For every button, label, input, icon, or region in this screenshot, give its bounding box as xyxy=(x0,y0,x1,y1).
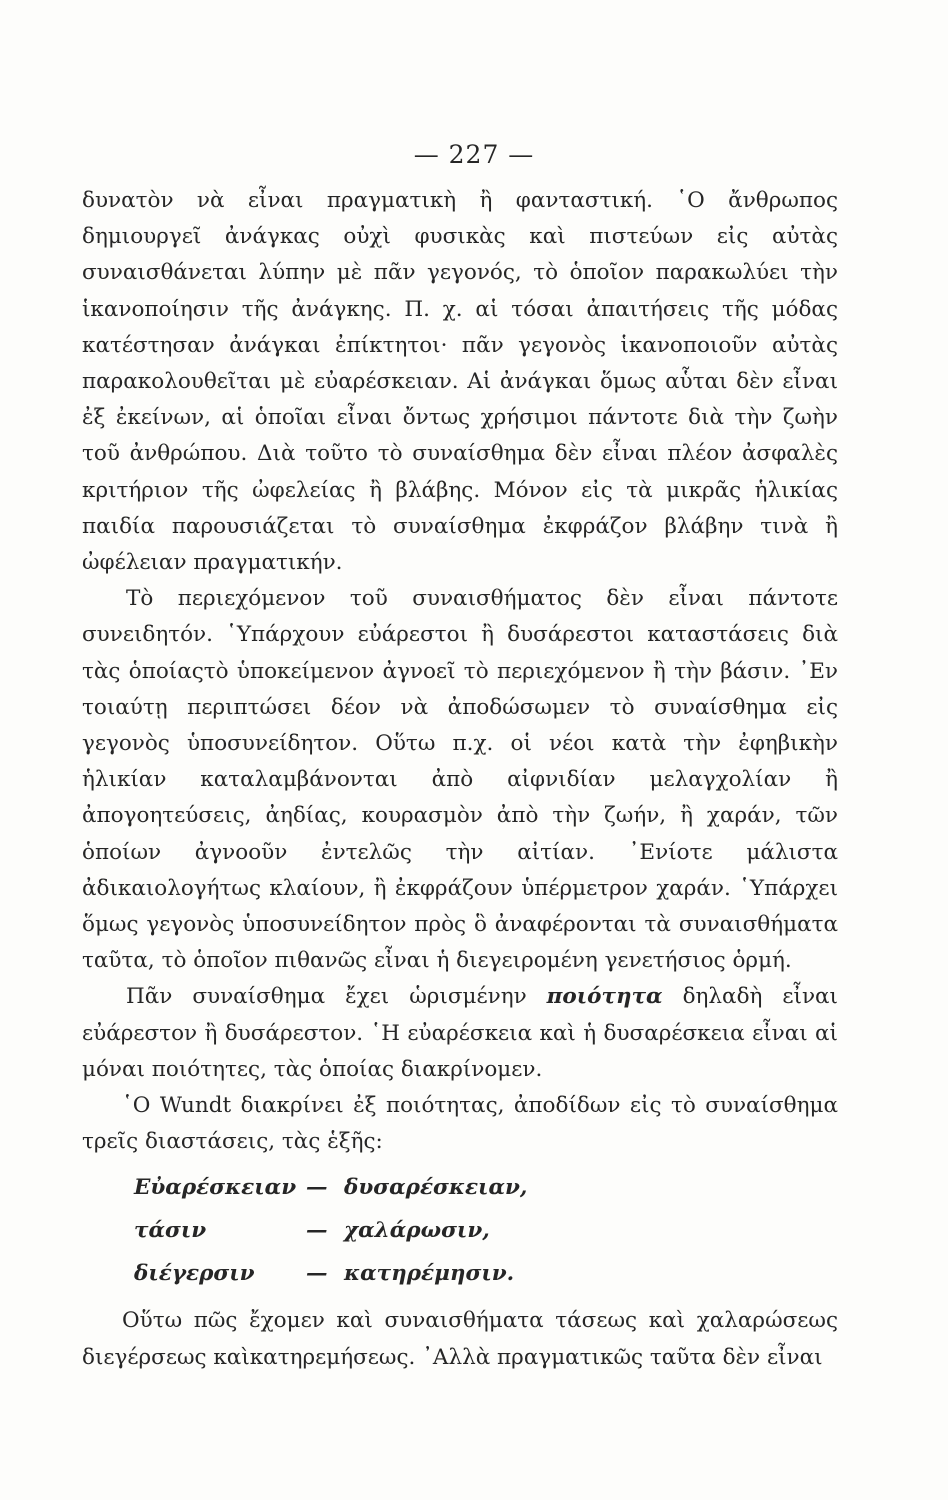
dimension-row xyxy=(134,1166,838,1209)
page-number: — 227 — xyxy=(413,140,535,169)
paragraph-1: δυνατὸν νὰ εἶναι πραγματικὴ ἢ φανταστική. ῾Ο ἄνθρωπος δημιουργεῖ ἀνάγκας οὐχὶ φυσικὰς καὶ πιστεύων εἰς αὐτὰς συναισθάνεται λύπην μὲ πᾶν γεγονός, τὸ ὁποῖον παρακωλύει τὴν ἱκανοποίησιν τῆς ἀνάγκης. Π. χ. αἱ τόσαι ἀπαιτήσεις τῆς μόδας κατέστησαν ἀνάγκαι ἐπίκτητοι· πᾶν γεγονὸς ἱκανοποιοῦν αὐτὰς παρακολουθεῖται μὲ εὐαρέσκειαν. Αἱ ἀνάγκαι ὅμως αὗται δὲν εἶναι ἐξ ἐκείνων, αἱ ὁποῖαι εἶναι ὄντως χρήσιμοι πάντοτε διὰ τὴν ζωὴν τοῦ ἀνθρώπου. Διὰ τοῦτο τὸ συναίσθημα δὲν εἶναι πλέον ἀσφαλὲς κριτήριον τῆς ὠφελείας ἢ βλάβης. Μόνον εἰς τὰ μικρᾶς ἡλικίας παιδία παρουσιάζεται τὸ συναίσθημα ἐκφράζον βλάβην τινὰ ἢ ὠφέλειαν πραγματικήν. xyxy=(82,188,838,576)
paragraph-3-end: δηλαδὴ εἶναι εὐάρεστον ἢ δυσάρεστον. ῾Η εὐαρέσκεια καὶ ἡ δυσαρέσκεια εἶναι αἱ μόναι ποιότητες, τὰς ὁποίας διακρίνομεν. xyxy=(82,984,838,1082)
dimension-row xyxy=(134,1209,838,1252)
dimension-dash: — xyxy=(306,1261,328,1287)
dimension-dash: — xyxy=(306,1218,328,1244)
emphasis-term: ποιότητα xyxy=(546,984,663,1010)
dimension-left: διέγερσιν xyxy=(134,1261,255,1287)
paragraph-3-start: Πᾶν συναίσθημα ἔχει ὡρισμένην xyxy=(126,984,547,1010)
dimension-dash: — xyxy=(306,1175,328,1201)
paragraph-2: Τὸ περιεχόμενον τοῦ συναισθήματος δὲν εἶναι πάντοτε συνειδητόν. ῾Υπάρχουν εὐάρεστοι ἢ δυσάρεστοι καταστάσεις διὰ τὰς ὁποίαςτὸ ὑποκείμενον ἀγνοεῖ τὸ περιεχόμενον ἢ τὴν βάσιν. ᾿Εν τοιαύτῃ περιπτώσει δέον νὰ ἀποδώσωμεν τὸ συναίσθημα εἰς γεγονὸς ὑποσυνείδητον. Οὕτω π.χ. οἱ νέοι κατὰ τὴν ἐφηβικὴν ἡλικίαν καταλαμβάνονται ἀπὸ αἰφνιδίαν μελαγχολίαν ἢ ἀπογοητεύσεις, ἀηδίας, κουρασμὸν ἀπὸ τὴν ζωήν, ἢ χαράν, τῶν ὁποίων ἀγνοοῦν ἐντελῶς τὴν αἰτίαν. ᾿Ενίοτε μάλιστα ἀδικαιολογήτως κλαίουν, ἢ ἐκφράζουν ὑπέρμετρον χαράν. ῾Υπάρχει ὅμως γεγονὸς ὑποσυνείδητον πρὸς ὃ ἀναφέρονται τὰ συναισθήματα ταῦτα, τὸ ὁποῖον πιθανῶς εἶναι ἡ διεγειρομένη γενετήσιος ὁρμή. xyxy=(82,586,838,974)
dimension-row xyxy=(134,1252,838,1295)
dimension-right: χαλάρωσιν, xyxy=(344,1218,490,1244)
paragraph-3 xyxy=(82,979,838,1088)
dimension-left: τάσιν xyxy=(134,1218,207,1244)
dimension-right: κατηρέμησιν. xyxy=(344,1261,515,1287)
paragraph-5: Οὕτω πῶς ἔχομεν καὶ συναισθήματα τάσεως καὶ χαλαρώσεως διεγέρσεως καὶκατηρεμήσεως. ᾿Αλλὰ πραγματικῶς ταῦτα δὲν εἶναι xyxy=(82,1308,838,1370)
paragraph-4: ῾Ο Wundt διακρίνει ἐξ ποιότητας, ἀποδίδων εἰς τὸ συναίσθημα τρεῖς διαστάσεις, τὰς ἑξῆς: xyxy=(82,1093,838,1155)
page-body xyxy=(82,183,838,1376)
dimension-left: Εὐαρέσκειαν xyxy=(134,1175,297,1201)
dimension-right: δυσαρέσκειαν, xyxy=(344,1175,528,1201)
dimensions-list xyxy=(134,1166,838,1295)
